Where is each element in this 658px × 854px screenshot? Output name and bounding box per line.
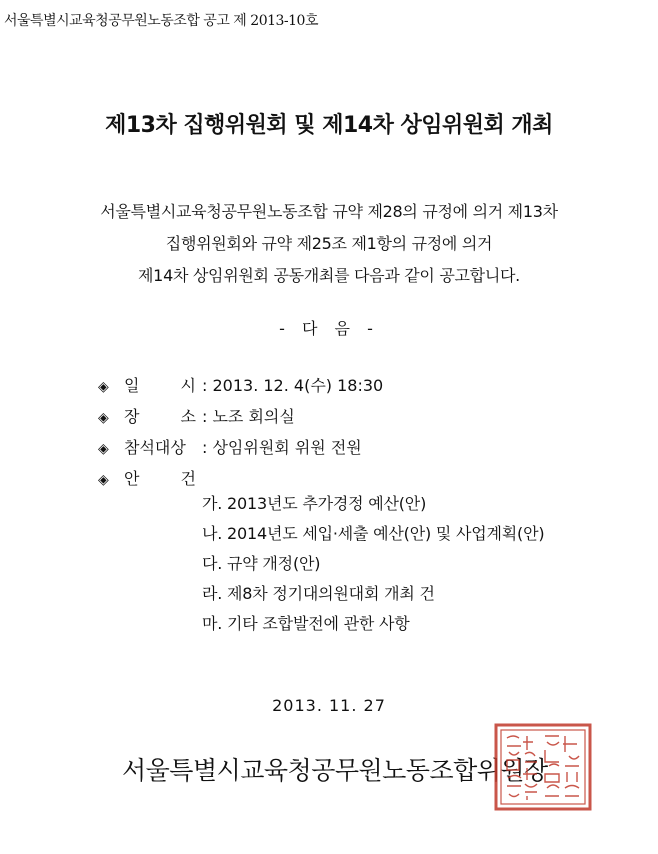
detail-value: : 상임위원회 위원 전원 (202, 438, 362, 457)
agenda-list (202, 489, 544, 639)
intro-line: 집행위원회와 규약 제25조 제1항의 규정에 의거 (165, 234, 493, 253)
agenda-item: 라. 제8차 정기대의원대회 개최 건 (202, 584, 435, 603)
detail-row-location (98, 402, 383, 433)
notice-number: 서울특별시교육청공무원노동조합 공고 제 2013-10호 (4, 13, 318, 29)
detail-label (124, 402, 202, 432)
intro-line: 제14차 상임위원회 공동개최를 다음과 같이 공고합니다. (138, 266, 520, 285)
detail-label-char: 소 (180, 407, 196, 426)
detail-label (124, 371, 202, 401)
detail-label-char: 안 (124, 469, 140, 488)
detail-label (124, 464, 202, 494)
detail-label-char: 시 (180, 376, 196, 395)
detail-label-char: 장 (124, 407, 140, 426)
diamond-bullet-icon: ◈ (98, 410, 109, 426)
agenda-item: 나. 2014년도 세입·세출 예산(안) 및 사업계획(안) (202, 524, 545, 543)
notice-date: 2013. 11. 27 (272, 696, 386, 715)
page-title: 제13차 집행위원회 및 제14차 상임위원회 개최 (105, 113, 553, 138)
detail-row-datetime (98, 371, 383, 402)
detail-value: : 노조 회의실 (202, 407, 295, 426)
details-list (98, 371, 383, 495)
detail-label (124, 433, 202, 463)
signature-name: 서울특별시교육청공무원노동조합위원장 (122, 756, 548, 785)
diamond-bullet-icon: ◈ (98, 441, 109, 457)
agenda-item: 마. 기타 조합발전에 관한 사항 (202, 614, 410, 633)
detail-label-char: 일 (124, 376, 140, 395)
intro-line: 서울특별시교육청공무원노동조합 규약 제28의 규정에 의거 제13차 (100, 202, 558, 221)
official-seal-icon (493, 722, 593, 812)
agenda-item: 다. 규약 개정(안) (202, 554, 321, 573)
agenda-item: 가. 2013년도 추가경정 예산(안) (202, 494, 427, 513)
subheading: - 다 음 - (279, 319, 379, 338)
diamond-bullet-icon: ◈ (98, 379, 109, 395)
intro-paragraph (0, 196, 658, 292)
detail-row-attendees (98, 433, 383, 464)
detail-label-char: 건 (180, 469, 196, 488)
detail-label-char: 참석대상 (124, 438, 186, 457)
detail-value: : 2013. 12. 4(수) 18:30 (202, 376, 384, 395)
diamond-bullet-icon: ◈ (98, 472, 109, 488)
